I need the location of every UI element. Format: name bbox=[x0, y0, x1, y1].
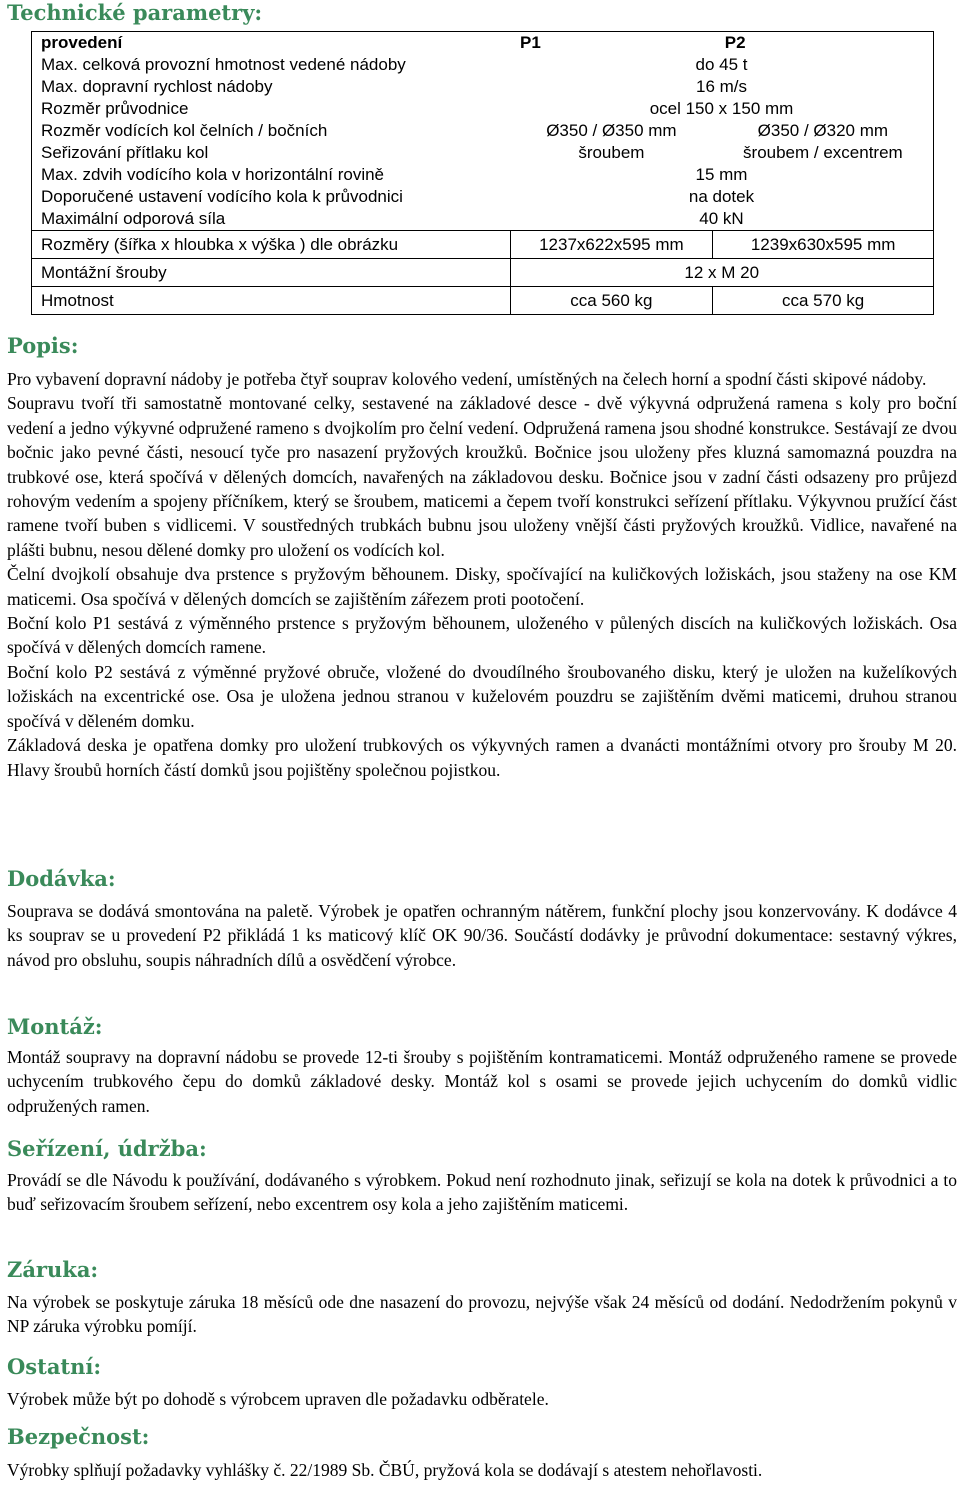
paragraph: Soupravu tvoří tři samostatně montované celky, sestavené na základové desce - dvě výkyvná odpružená ramena s koly pro boční vedení a jedno výkyvné odpružené rameno s dvojkolím pro čelní vedení. Odpružená ramena jsou shodné konstrukce. Sestávají ze dvou bočnic jako pevné části, nesoucí tyče pro nasazení pryžových kroužků. Bočnice jsou uloženy přes kluzná samomazná pouzdra na trubkové ose, která spočívá v dělených domcích, navařených na základovou desku. Bočnice jsou v zadní části odsazeny pro průjezd rohovým vedením a spojeny příčníkem, který se šroubem, maticemi a čepem tvoří konstrukci seřízení přítlaku. Výkyvnou pružící část ramene tvoří buben s vidlicemi. V soustředných trubkách bubnu jsou uloženy vnější části pryžových kroužků. Vidlice, navařené na plášti bubnu, nesou dělené domky pro uložení os vodících kol. bbox=[7, 393, 957, 560]
montaz-text bbox=[7, 1045, 957, 1118]
row-value: 15 mm bbox=[510, 164, 933, 186]
table-header-label: provedení bbox=[32, 32, 511, 55]
table-row bbox=[32, 54, 934, 76]
section-title-bezpecnost: Bezpečnost: bbox=[7, 1424, 150, 1449]
bezpecnost-text bbox=[7, 1458, 957, 1482]
section-title-popis: Popis: bbox=[7, 333, 79, 358]
paragraph: Boční kolo P2 sestává z výměnné pryžové obruče, vložené do dvoudílného šroubovaného disku, který je uložen na kuželíkových ložiskách na excentrické ose. Osa je uložena jednou stranou v kuželovém pouzdru se zajištěním dvěmi maticemi, druhou stranou spočívá v děleném domku. bbox=[7, 661, 957, 731]
row-label: Hmotnost bbox=[32, 287, 511, 315]
row-value-p1: Ø350 / Ø350 mm bbox=[546, 121, 677, 140]
row-label: Rozměr vodících kol čelních / bočních bbox=[32, 120, 511, 142]
row-value: 16 m/s bbox=[510, 76, 933, 98]
serizeni-text bbox=[7, 1168, 957, 1217]
row-value-p1: 1237x622x595 mm bbox=[510, 231, 713, 259]
dodavka-text bbox=[7, 899, 957, 972]
row-label: Maximální odporová síla bbox=[32, 208, 511, 231]
section-title-serizeni: Seřízení, údržba: bbox=[7, 1136, 207, 1161]
section-title-dodavka: Dodávka: bbox=[7, 866, 116, 891]
zaruka-text bbox=[7, 1290, 957, 1339]
row-value: 40 kN bbox=[510, 208, 933, 231]
row-label: Rozměry (šířka x hloubka x výška ) dle obrázku bbox=[32, 231, 511, 259]
table-header-row bbox=[32, 32, 934, 55]
row-value-p2: šroubem / excentrem bbox=[713, 142, 934, 164]
section-title-zaruka: Záruka: bbox=[7, 1257, 99, 1282]
row-value: 12 x M 20 bbox=[510, 259, 933, 287]
ostatni-text bbox=[7, 1387, 957, 1411]
table-row bbox=[32, 186, 934, 208]
popis-text bbox=[7, 367, 957, 782]
paragraph: Souprava se dodává smontována na paletě. Výrobek je opatřen ochranným nátěrem, funkční plochy jsou konzervovány. K dodávce 4 ks souprav se u provedení P2 přikládá 1 ks maticový klíč OK 90/36. Součástí dodávky je průvodní dokumentace: sestavný výkres, návod pro obsluhu, soupis náhradních dílů a osvědčení výrobce. bbox=[7, 901, 957, 970]
row-value-p2: Ø350 / Ø320 mm bbox=[713, 120, 934, 142]
row-label: Max. dopravní rychlost nádoby bbox=[32, 76, 511, 98]
table-row bbox=[32, 231, 934, 259]
table-row bbox=[32, 208, 934, 231]
row-value-p2: cca 570 kg bbox=[713, 287, 934, 315]
paragraph: Čelní dvojkolí obsahuje dva prstence s pryžovým běhounem. Disky, spočívající na kuličkových ložiskách, jsou staženy na ose KM maticemi. Osa spočívá v dělených domcích se zajištěním zářezem proti pootočení. bbox=[7, 564, 957, 609]
paragraph: Pro vybavení dopravní nádoby je potřeba čtyř souprav kolového vedení, umístěných na čelech horní a spodní části skipové nádoby. bbox=[7, 369, 927, 389]
table-row bbox=[32, 76, 934, 98]
table-row bbox=[32, 164, 934, 186]
table-header-p2: P2 bbox=[713, 32, 934, 55]
table-header-p1: P1 bbox=[510, 32, 713, 55]
paragraph: Základová deska je opatřena domky pro uložení trubkových os výkyvných ramen a dvanácti montážními otvory pro šrouby M 20. Hlavy šroubů horních částí domků jsou pojištěny společnou pojistkou. bbox=[7, 735, 957, 780]
section-title-ostatni: Ostatní: bbox=[7, 1354, 102, 1379]
row-label: Max. celková provozní hmotnost vedené nádoby bbox=[32, 54, 511, 76]
row-label: Montážní šrouby bbox=[32, 259, 511, 287]
section-title-params: Technické parametry: bbox=[7, 0, 263, 25]
row-label: Rozměr průvodnice bbox=[32, 98, 511, 120]
table-row bbox=[32, 142, 934, 164]
row-label: Doporučené ustavení vodícího kola k průvodnici bbox=[32, 186, 511, 208]
table-row bbox=[32, 98, 934, 120]
paragraph: Výrobky splňují požadavky vyhlášky č. 22/1989 Sb. ČBÚ, pryžová kola se dodávají s atestem nehořlavosti. bbox=[7, 1460, 763, 1480]
row-value-p1: šroubem bbox=[578, 143, 645, 162]
table-row bbox=[32, 287, 934, 315]
row-label: Seřizování přítlaku kol bbox=[32, 142, 511, 164]
section-title-montaz: Montáž: bbox=[7, 1014, 103, 1039]
row-value-p1: cca 560 kg bbox=[510, 287, 713, 315]
paragraph: Výrobek může být po dohodě s výrobcem upraven dle požadavku odběratele. bbox=[7, 1389, 549, 1409]
paragraph: Montáž soupravy na dopravní nádobu se provede 12-ti šrouby s pojištěním kontramaticemi. Montáž odpruženého ramene se provede uchycením trubkového čepu do domků základové desky. Montáž kol s osami se provede jejich uchycením do domků vidlic odpružených ramen. bbox=[7, 1047, 957, 1116]
row-value: na dotek bbox=[510, 186, 933, 208]
table-row bbox=[32, 120, 934, 142]
parameters-table bbox=[31, 31, 934, 315]
paragraph: Na výrobek se poskytuje záruka 18 měsíců ode dne nasazení do provozu, nejvýše však 24 měsíců od dodání. Nedodržením pokynů v NP záruka výrobku pomíjí. bbox=[7, 1292, 957, 1337]
row-value: do 45 t bbox=[510, 54, 933, 76]
row-value-p2: 1239x630x595 mm bbox=[713, 231, 934, 259]
paragraph: Boční kolo P1 sestává z výměnného prstence s pryžovým běhounem, uloženého v půlených discích na kuličkových ložiskách. Osa spočívá v dělených domcích ramene. bbox=[7, 613, 957, 658]
row-value: ocel 150 x 150 mm bbox=[510, 98, 933, 120]
table-row bbox=[32, 259, 934, 287]
paragraph: Provádí se dle Návodu k používání, dodávaného s výrobkem. Pokud není rozhodnuto jinak, seřizují se kola na dotek k průvodnici a to buď seřizovacím šroubem seřízení, nebo excentrem osy kola a jeho zajištěním maticemi. bbox=[7, 1170, 957, 1215]
row-label: Max. zdvih vodícího kola v horizontální rovině bbox=[32, 164, 511, 186]
